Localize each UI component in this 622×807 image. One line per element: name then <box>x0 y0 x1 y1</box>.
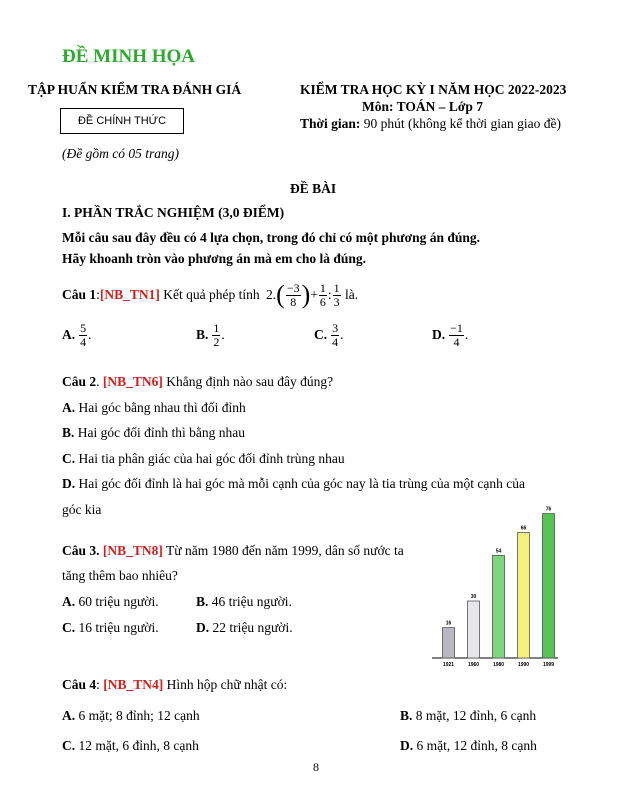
exam-heading: ĐỀ BÀI <box>290 181 337 196</box>
population-bar-chart <box>430 500 560 672</box>
q1-f2-num: 1 <box>319 280 326 295</box>
q2-dot: . <box>96 374 103 389</box>
frac-den: 4 <box>453 334 460 349</box>
time-label: Thời gian: <box>300 116 361 131</box>
bar-1960 <box>468 601 480 658</box>
option-label: B. <box>196 327 209 342</box>
q3-option-c[interactable] <box>62 620 159 636</box>
option-label: B. <box>400 708 413 723</box>
q1-f2-den: 6 <box>319 294 326 309</box>
q1-text: Kết quả phép tính <box>159 287 264 302</box>
header-time <box>300 116 561 132</box>
page-number: 8 <box>313 760 319 774</box>
q4-option-a[interactable] <box>62 708 200 724</box>
option-text: 46 triệu người. <box>208 594 292 609</box>
q2-option-d-continued: góc kia <box>62 502 102 517</box>
frac-num: −1 <box>450 320 463 335</box>
option-text: Hai tia phân giác của hai góc đối đỉnh trùng nhau <box>75 451 345 466</box>
tick-label-1960: 1960 <box>467 662 480 668</box>
header-subject: Môn: TOÁN – Lớp 7 <box>362 99 483 114</box>
q4-text: Hình hộp chữ nhật có: <box>163 677 288 692</box>
option-label: B. <box>196 594 209 609</box>
q1-label: Câu 1 <box>62 287 97 302</box>
option-label: B. <box>62 425 75 440</box>
q1-option-d[interactable] <box>432 318 468 352</box>
page-count-note: (Đề gồm có 05 trang) <box>62 146 179 161</box>
option-text: 6 mặt; 8 đỉnh; 12 cạnh <box>75 708 200 723</box>
tick-label-1921: 1921 <box>442 662 455 668</box>
option-label: C. <box>62 620 76 635</box>
q1-tag: [NB_TN1] <box>99 287 160 302</box>
option-text: 16 triệu người. <box>75 620 159 635</box>
option-dot: . <box>464 327 469 342</box>
question-1 <box>62 276 358 314</box>
option-text: Hai góc đối đỉnh là hai góc mà mỗi cạnh của góc nay là tia trùng của một cạnh của <box>75 476 525 491</box>
q2-option-c[interactable] <box>62 451 345 467</box>
option-label: C. <box>62 451 76 466</box>
q3-text-1: Từ năm 1980 đến năm 1999, dân số nước ta <box>162 543 404 558</box>
q1-plus: + <box>310 287 318 302</box>
frac-den: 2 <box>213 334 220 349</box>
question-2 <box>62 374 333 390</box>
option-label: D. <box>196 620 210 635</box>
q4-colon: : <box>96 677 104 692</box>
q3-text-2: tăng thêm bao nhiêu? <box>62 568 178 583</box>
q1-option-b[interactable] <box>196 318 225 352</box>
tick-label-1990: 1990 <box>517 662 530 668</box>
q1-f1-den: 8 <box>290 294 297 309</box>
frac-den: 4 <box>80 334 87 349</box>
data-label-1960: 30 <box>470 594 477 600</box>
q2-label: Câu 2 <box>62 374 97 389</box>
option-label: D. <box>432 327 446 342</box>
q1-fraction-1 <box>286 282 301 309</box>
q3-label: Câu 3. <box>62 543 100 558</box>
q2-option-b[interactable] <box>62 425 245 441</box>
q1-fraction-3 <box>333 282 341 309</box>
option-fraction <box>331 322 339 349</box>
option-label: A. <box>62 708 76 723</box>
time-value: 90 phút (không kể thời gian giao đề) <box>360 116 561 131</box>
frac-num: 5 <box>80 320 87 335</box>
q2-text: Khẳng định nào sau đây đúng? <box>162 374 334 389</box>
q1-end: là. <box>341 287 359 302</box>
bar-1980 <box>493 555 505 658</box>
tick-label-1999: 1999 <box>542 662 555 668</box>
option-fraction <box>79 322 87 349</box>
option-dot: . <box>88 327 92 342</box>
option-dot: . <box>221 327 225 342</box>
q2-option-d[interactable] <box>62 476 525 492</box>
option-label: C. <box>314 327 328 342</box>
option-label: C. <box>62 738 76 753</box>
option-text: 12 mặt, 6 đỉnh, 8 cạnh <box>75 738 199 753</box>
q4-option-b[interactable] <box>400 708 536 724</box>
tick-label-1980: 1980 <box>492 662 505 668</box>
question-4 <box>62 677 287 693</box>
population-chart <box>430 500 560 672</box>
q1-divide: : <box>327 287 332 302</box>
q3-tag: [NB_TN8] <box>102 543 163 558</box>
q1-f3-den: 3 <box>333 294 340 309</box>
option-label: A. <box>62 327 76 342</box>
official-badge: ĐỀ CHÍNH THỨC <box>60 108 184 134</box>
option-text: 6 mặt, 12 đỉnh, 8 cạnh <box>413 738 537 753</box>
option-text: 22 triệu người. <box>209 620 293 635</box>
header-left: TẬP HUẤN KIỂM TRA ĐÁNH GIÁ <box>28 82 242 97</box>
q3-option-b[interactable] <box>196 594 292 610</box>
open-paren: ( <box>276 280 285 309</box>
bar-1921 <box>443 628 455 658</box>
option-label: D. <box>62 476 76 491</box>
document-title: ĐỀ MINH HỌA <box>62 46 195 67</box>
option-fraction <box>212 322 220 349</box>
q1-option-a[interactable] <box>62 318 92 352</box>
header-exam-title: KIỂM TRA HỌC KỲ I NĂM HỌC 2022-2023 <box>300 82 567 97</box>
q1-f3-num: 1 <box>333 280 340 295</box>
option-fraction <box>449 322 464 349</box>
frac-den: 4 <box>332 334 339 349</box>
option-text: 8 mặt, 12 đỉnh, 6 cạnh <box>412 708 537 723</box>
instruction-2: Hãy khoanh tròn vào phương án mà em cho là đúng. <box>62 251 367 266</box>
option-label: A. <box>62 594 76 609</box>
q1-coef: 2. <box>266 287 277 302</box>
q1-colon: : <box>96 287 100 302</box>
q1-f1-num: −3 <box>286 280 300 295</box>
option-text: Hai góc bằng nhau thì đối đỉnh <box>75 400 246 415</box>
bar-1999 <box>543 514 555 658</box>
q3-option-d[interactable] <box>196 620 293 636</box>
option-label: D. <box>400 738 414 753</box>
q1-fraction-2 <box>319 282 327 309</box>
frac-num: 1 <box>213 320 220 335</box>
question-3 <box>62 543 404 559</box>
close-paren: ) <box>301 280 311 309</box>
data-label-1999: 76 <box>545 506 552 513</box>
q4-option-c[interactable] <box>62 738 199 754</box>
instruction-1: Mỗi câu sau đây đều có 4 lựa chọn, trong đó chỉ có một phương án đúng. <box>62 230 480 245</box>
q1-option-c[interactable] <box>314 318 344 352</box>
option-dot: . <box>340 327 344 342</box>
data-label-1921: 16 <box>445 620 452 627</box>
data-label-1990: 66 <box>520 525 527 532</box>
q4-label: Câu 4 <box>62 677 97 692</box>
bar-1990 <box>518 533 530 658</box>
section-title: I. PHẦN TRẮC NGHIỆM (3,0 ĐIỂM) <box>62 205 285 220</box>
q3-option-a[interactable] <box>62 594 159 610</box>
frac-num: 3 <box>332 320 339 335</box>
q4-tag: [NB_TN4] <box>103 677 164 692</box>
option-text: 60 triệu người. <box>75 594 159 609</box>
data-label-1980: 54 <box>495 548 502 555</box>
option-label: A. <box>62 400 76 415</box>
q2-option-a[interactable] <box>62 400 246 416</box>
q4-option-d[interactable] <box>400 738 537 754</box>
q2-tag: [NB_TN6] <box>102 374 163 389</box>
option-text: Hai góc đối đỉnh thì bằng nhau <box>74 425 245 440</box>
